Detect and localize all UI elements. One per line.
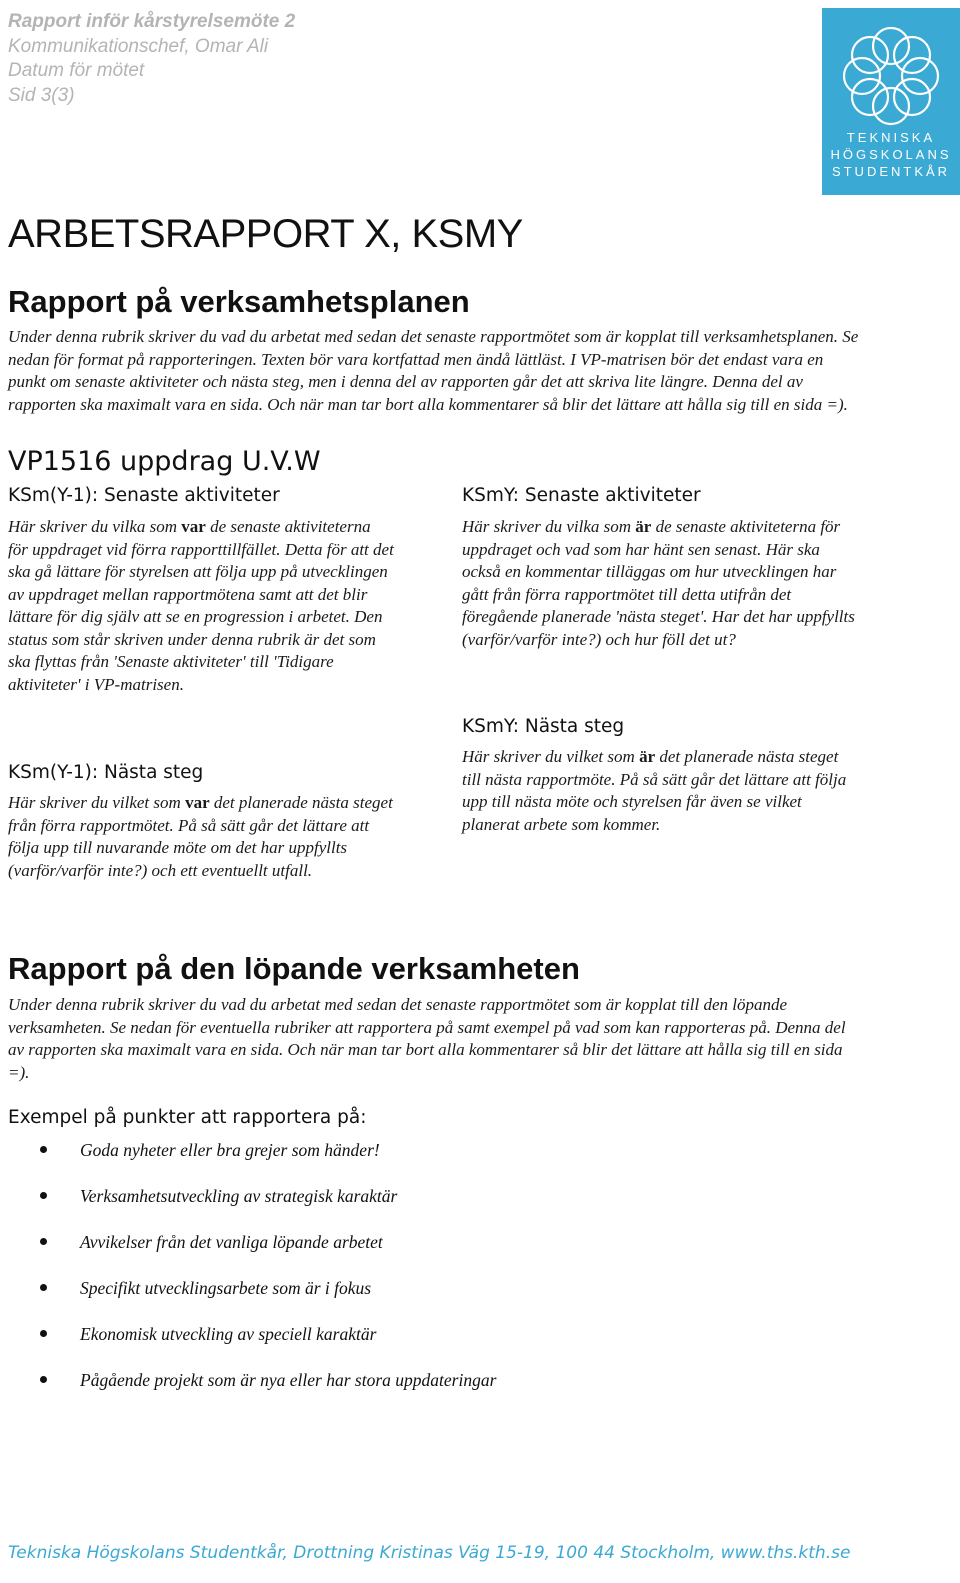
- text-segment: det planerade nästa steget: [209, 793, 393, 812]
- emphasis-word: var: [185, 793, 210, 812]
- text-segment: för uppdraget vid förra rapporttillfället. Detta för att det: [8, 539, 394, 559]
- prev-next-step-heading: KSm(Y-1): Nästa steg: [8, 762, 204, 783]
- emphasis-word: är: [639, 747, 656, 766]
- text-segment: de senaste aktiviteterna för: [651, 517, 841, 536]
- list-item: [40, 1322, 496, 1368]
- examples-heading: Exempel på punkter att rapportera på:: [8, 1107, 367, 1128]
- bullet-icon: [40, 1330, 47, 1337]
- list-item: [40, 1184, 496, 1230]
- text-line: [462, 516, 882, 539]
- report-title-line: Rapport inför kårstyrelsemöte 2: [8, 11, 296, 32]
- text-line: [462, 791, 882, 814]
- text-line: =).: [8, 1062, 30, 1082]
- date-line: Datum för mötet: [8, 60, 145, 81]
- text-line: [8, 837, 428, 860]
- text-segment: upp till nästa möte och styrelsen får även se vilket: [462, 792, 802, 811]
- text-segment: (varför/varför inte?) och hur föll det ut?: [462, 629, 736, 649]
- text-segment: det planerade nästa steget: [655, 747, 839, 766]
- text-segment: av uppdraget mellan rapportmötena samt att det blir: [8, 584, 368, 604]
- text-line: rapporten ska maximalt vara en sida. Och när man tar bort alla kommentarer så blir det lättare att hålla sig till en sida =).: [8, 394, 848, 414]
- text-line: Under denna rubrik skriver du vad du arbetat med sedan det senaste rapportmötet som är kopplat till verksamhetsplanen. Se: [8, 327, 859, 346]
- current-activities-text: [462, 516, 882, 651]
- page-title: ARBETSRAPPORT X, KSMY: [8, 212, 523, 256]
- text-line: [462, 606, 882, 629]
- list-item-text: Verksamhetsutveckling av strategisk karaktär: [80, 1186, 398, 1206]
- text-line: [8, 606, 428, 629]
- section-heading-vp: Rapport på verksamhetsplanen: [8, 284, 470, 319]
- text-segment: de senaste aktiviteterna: [205, 517, 371, 536]
- section-ongoing-intro: [8, 994, 948, 1084]
- bullet-icon: [40, 1284, 47, 1291]
- logo-text-line-2: HÖGSKOLANS: [830, 147, 952, 162]
- emphasis-word: är: [635, 517, 652, 536]
- text-segment: Här skriver du vilket som: [462, 747, 640, 766]
- text-line: [8, 629, 428, 652]
- prev-next-step-text: [8, 792, 428, 882]
- text-segment: Här skriver du vilket som: [8, 793, 186, 812]
- current-next-step-text: [462, 746, 882, 836]
- text-segment: lättare för dig själv att se en progression i arbetet. Den: [8, 607, 383, 626]
- list-item-text: Avvikelser från det vanliga löpande arbetet: [80, 1232, 383, 1252]
- text-line: [8, 561, 428, 584]
- document-header: [8, 10, 295, 108]
- bullet-icon: [40, 1192, 47, 1199]
- text-line: [462, 561, 882, 584]
- list-item-text: Goda nyheter eller bra grejer som händer!: [80, 1140, 380, 1160]
- text-line: [462, 769, 882, 792]
- list-item: [40, 1230, 496, 1276]
- text-segment: också en kommentar tilläggas om hur utvecklingen har: [462, 562, 837, 581]
- list-item: [40, 1368, 496, 1414]
- text-segment: Här skriver du vilka som: [8, 517, 182, 536]
- text-line: [8, 539, 428, 562]
- bullet-icon: [40, 1376, 47, 1383]
- text-segment: Här skriver du vilka som: [462, 517, 636, 536]
- text-line: verksamheten. Se nedan för eventuella rubriker att rapportera på samt exempel på vad som kan rapporteras på. Denna del: [8, 1017, 846, 1037]
- list-item-text: Specifikt utvecklingsarbete som är i fokus: [80, 1278, 372, 1298]
- text-line: [462, 814, 882, 837]
- list-item: [40, 1276, 496, 1322]
- text-line: [462, 746, 882, 769]
- text-line: [8, 584, 428, 607]
- logo-text-line-1: TEKNISKA: [846, 130, 936, 145]
- text-line: Under denna rubrik skriver du vad du arbetat med sedan det senaste rapportmötet som är kopplat till den löpande: [8, 995, 788, 1014]
- current-next-step-heading: KSmY: Nästa steg: [462, 716, 625, 737]
- text-segment: följa upp till nuvarande möte om det har uppfyllts: [8, 838, 348, 857]
- vp-assignment-heading: VP1516 uppdrag U.V.W: [8, 446, 321, 477]
- current-activities-heading: KSmY: Senaste aktiviteter: [462, 485, 701, 506]
- text-line: [8, 651, 428, 674]
- prev-activities-heading: KSm(Y-1): Senaste aktiviteter: [8, 485, 280, 506]
- text-segment: föregående planerade 'nästa steget'. Har det har uppfyllts: [462, 607, 855, 626]
- text-line: [8, 516, 428, 539]
- page-number: Sid 3(3): [8, 84, 75, 106]
- text-line: [462, 539, 882, 562]
- bullet-icon: [40, 1238, 47, 1245]
- text-segment: gått från förra rapportmötet till detta utifrån det: [462, 584, 792, 604]
- text-line: [8, 792, 428, 815]
- text-line: av rapporten ska maximalt vara en sida. Och när man tar bort alla kommentarer så blir det lättare att hålla sig till en sida: [8, 1040, 843, 1059]
- text-segment: till nästa rapportmöte. På så sätt går det lättare att följa: [462, 769, 847, 789]
- text-segment: från förra rapportmötet. På så sätt går det lättare att: [8, 815, 370, 835]
- text-segment: uppdraget och vad som har hänt sen senast. Här ska: [462, 539, 820, 559]
- text-line: punkt om senaste aktiviteter och nästa steg, men i denna del av rapporten går det att skriva lite längre. Denna del av: [8, 372, 803, 391]
- ths-logo: [822, 8, 960, 195]
- text-segment: planerat arbete som kommer.: [462, 814, 661, 834]
- text-line: [8, 674, 428, 697]
- section-vp-intro: [8, 326, 948, 416]
- logo-text-line-3: STUDENTKÅR: [831, 164, 951, 179]
- text-segment: status som står skriven under denna rubrik är det som: [8, 629, 376, 649]
- author-line: Kommunikationschef, Omar Ali: [8, 35, 269, 57]
- text-segment: ska gå lättare för styrelsen att följa upp på utvecklingen: [8, 562, 388, 581]
- emphasis-word: var: [181, 517, 206, 536]
- text-segment: aktiviteter' i VP-matrisen.: [8, 674, 184, 694]
- text-segment: (varför/varför inte?) och ett eventuellt utfall.: [8, 860, 313, 880]
- text-line: [462, 584, 882, 607]
- text-line: [462, 629, 882, 652]
- list-item-text: Ekonomisk utveckling av speciell karaktär: [80, 1324, 377, 1344]
- footer-address: Tekniska Högskolans Studentkår, Drottning Kristinas Väg 15-19, 100 44 Stockholm, www.ths.kth.se: [8, 1543, 851, 1563]
- list-item: [40, 1138, 496, 1184]
- text-line: nedan för format på rapporteringen. Texten bör vara kortfattad men ändå lättläst. I VP-matrisen bör det endast vara en: [8, 349, 824, 369]
- text-line: [8, 815, 428, 838]
- prev-activities-text: [8, 516, 428, 696]
- section-heading-ongoing: Rapport på den löpande verksamheten: [8, 951, 580, 986]
- examples-list: [40, 1138, 496, 1414]
- rings-logo-icon: [822, 8, 960, 138]
- text-line: [8, 860, 428, 883]
- text-segment: ska flyttas från 'Senaste aktiviteter' till 'Tidigare: [8, 652, 334, 671]
- list-item-text: Pågående projekt som är nya eller har stora uppdateringar: [80, 1370, 497, 1390]
- bullet-icon: [40, 1146, 47, 1153]
